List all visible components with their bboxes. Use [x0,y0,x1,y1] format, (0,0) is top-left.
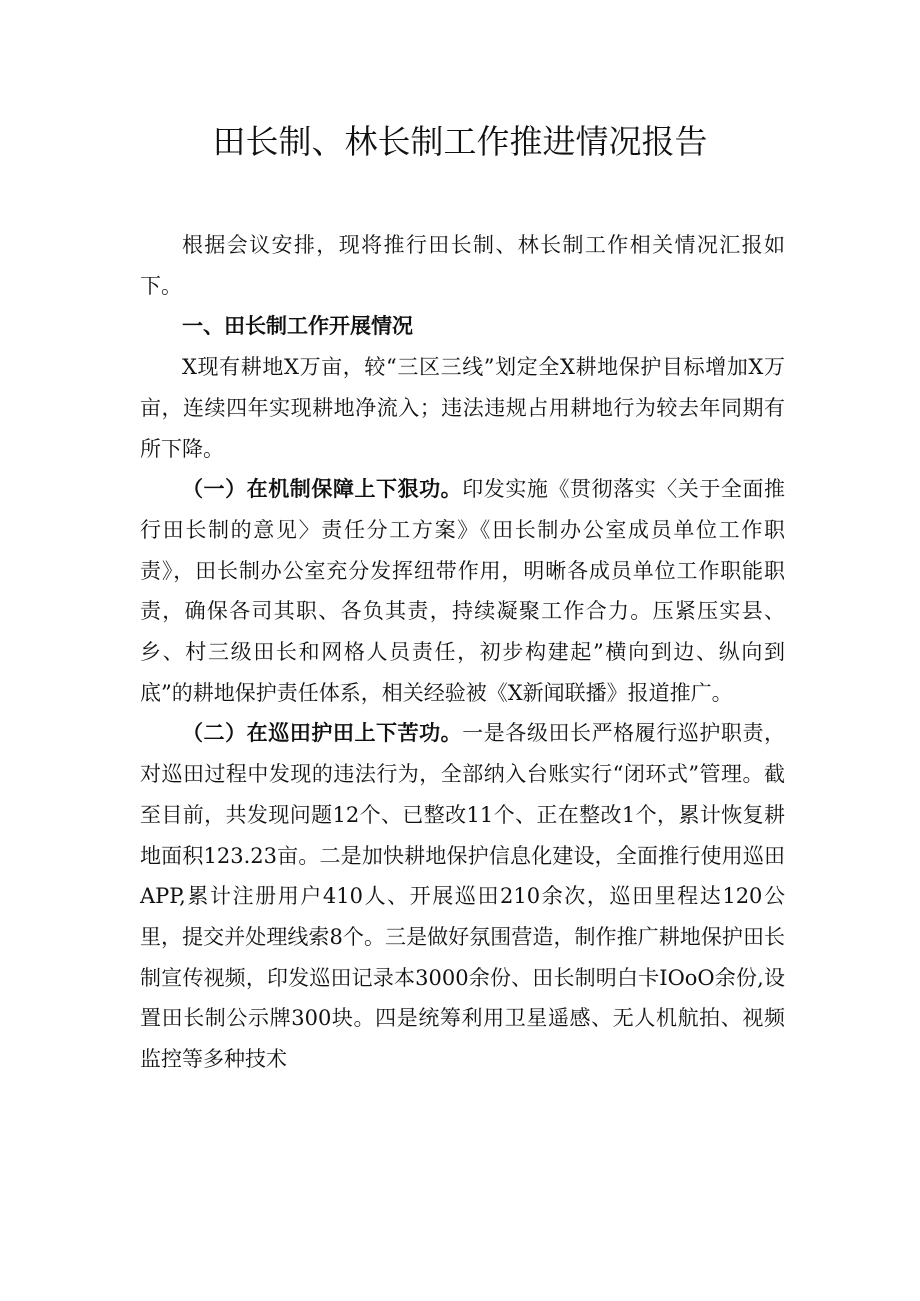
intro-paragraph: 根据会议安排，现将推行田长制、林长制工作相关情况汇报如下。 [140,233,785,298]
section-heading: 一、田长制工作开展情况 [182,314,413,339]
item-lead-patrol: （二）在巡田护田上下苦功。 [182,721,463,746]
document-body [140,225,785,1080]
item-text-patrol: 一是各级田长严格履行巡护职责，对巡田过程中发现的违法行为，全部纳入台账实行“闭环式”管理。截至目前，共发现问题12个、已整改11个、正在整改1个，累计恢复耕地面积123.23亩。二是加快耕地保护信息化建设，全面推行使用巡田APP,累计注册用户410人、开展巡田210余次，巡田里程达120公里，提交并处理线索8个。三是做好氛围营造，制作推广耕地保护田长制宣传视频，印发巡田记录本3000余份、田长制明白卡IOoO余份,设置田长制公示牌300块。四是统筹利用卫星遥感、无人机航拍、视频监控等多种技术 [140,721,786,1072]
item-paragraph-patrol [140,713,785,1079]
page-title: 田长制、林长制工作推进情况报告 [212,122,708,161]
item-paragraph-mechanism [140,469,785,713]
item-text-mechanism: 印发实施《贯彻落实〈关于全面推行田长制的意见〉责任分工方案》《田长制办公室成员单位工作职责》，田长制办公室充分发挥纽带作用，明晰各成员单位工作职能职责，确保各司其职、各负其责，持续凝聚工作合力。压紧压实县、乡、村三级田长和网格人员责任，初步构建起”横向到边、纵向到底”的耕地保护责任体系，相关经验被《X新闻联播》报道推广。 [140,477,786,705]
item-lead-mechanism: （一）在机制保障上下狠功。 [182,477,463,502]
overview-paragraph: X现有耕地X万亩，较“三区三线”划定全X耕地保护目标增加X万亩，连续四年实现耕地净流入；违法违规占用耕地行为较去年同期有所下降。 [140,355,785,461]
